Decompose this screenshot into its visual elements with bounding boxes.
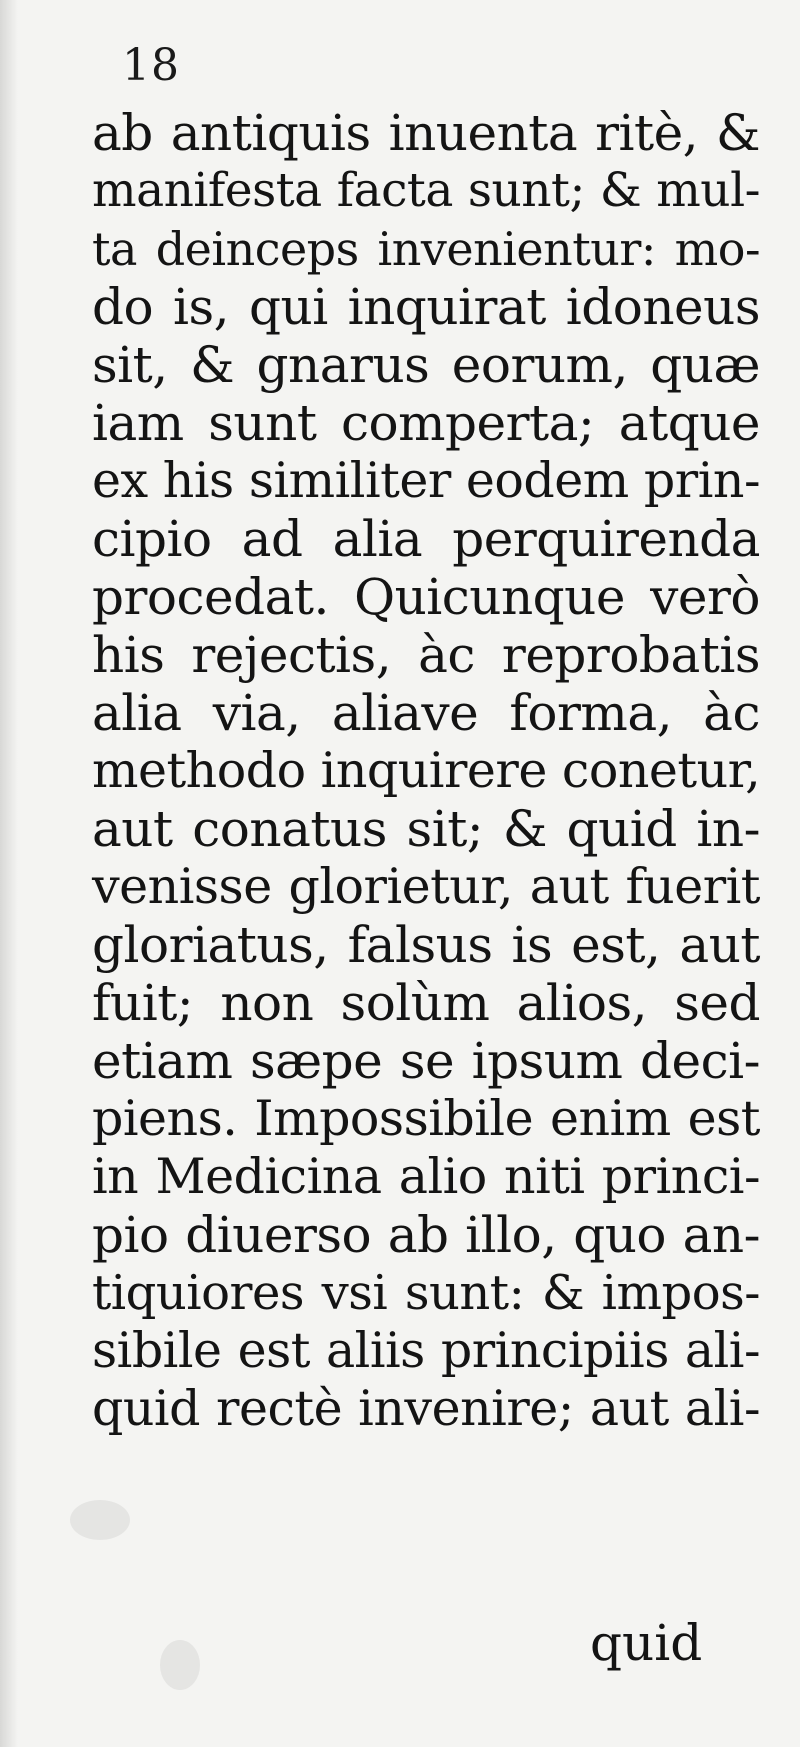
text-line: his rejectis, àc reprobatis bbox=[92, 626, 760, 684]
text-line: ab antiquis inuenta ritè, & bbox=[92, 104, 760, 162]
text-line: quid rectè invenire; aut ali- bbox=[92, 1380, 760, 1437]
text-line: venisse glorietur, aut fuerit bbox=[92, 858, 760, 915]
paper-stain bbox=[70, 1500, 130, 1540]
text-line: aut conatus sit; & quid in- bbox=[92, 800, 760, 858]
text-line: alia via, aliave forma, àc bbox=[92, 684, 760, 742]
catchword: quid bbox=[590, 1614, 703, 1672]
text-line: methodo inquirere conetur, bbox=[92, 742, 761, 799]
text-line: fuit; non solùm alios, sed bbox=[92, 974, 760, 1032]
text-line: sit, & gnarus eorum, quæ bbox=[92, 336, 760, 394]
paper-stain bbox=[160, 1640, 200, 1690]
text-line: ex his similiter eodem prin- bbox=[92, 452, 760, 509]
text-line: pio diuerso ab illo, quo an- bbox=[92, 1206, 760, 1264]
text-line: tiquiores vsi sunt: & impos- bbox=[92, 1265, 760, 1321]
text-line: do is, qui inquirat idoneus bbox=[92, 278, 760, 336]
body-text bbox=[92, 104, 760, 1438]
text-line: etiam sæpe se ipsum deci- bbox=[92, 1032, 760, 1090]
text-line: in Medicina alio niti princi- bbox=[92, 1148, 760, 1205]
page-number: 18 bbox=[122, 40, 180, 91]
text-line: sibile est aliis principiis ali- bbox=[92, 1322, 760, 1379]
text-line: iam sunt comperta; atque bbox=[92, 394, 760, 452]
text-line: piens. Impossibile enim est bbox=[92, 1090, 760, 1147]
text-line: ta deinceps invenientur: mo- bbox=[92, 222, 760, 276]
text-line: manifesta facta sunt; & mul- bbox=[92, 163, 760, 218]
text-line: gloriatus, falsus is est, aut bbox=[92, 916, 760, 974]
scan-edge-shadow bbox=[0, 0, 18, 1747]
text-line: cipio ad alia perquirenda bbox=[92, 510, 760, 568]
text-line: procedat. Quicunque verò bbox=[92, 568, 760, 626]
